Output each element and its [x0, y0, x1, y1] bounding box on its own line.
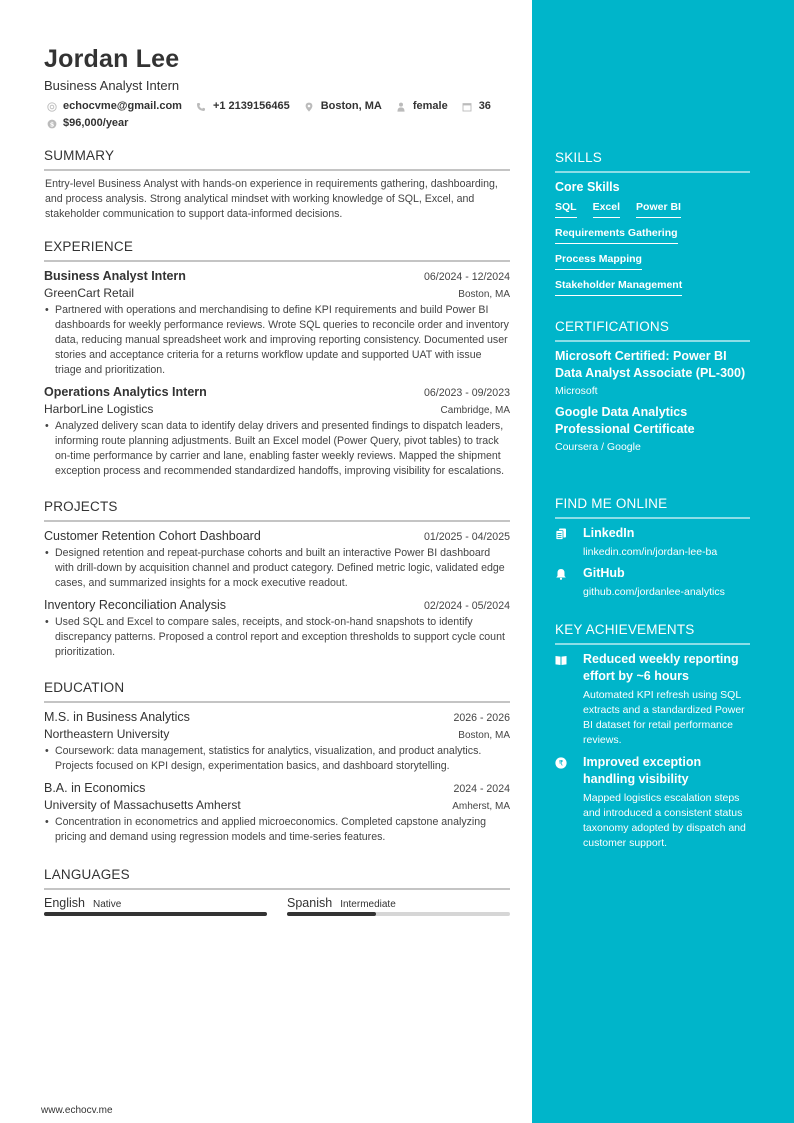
location-value: Boston, MA [320, 100, 382, 112]
bullet-item [44, 744, 510, 774]
school-name: University of Massachusetts Amherst [44, 798, 241, 812]
person-icon [396, 101, 407, 112]
rupee-coin-icon [555, 754, 583, 851]
bullet-dot-icon: • [45, 745, 49, 757]
at-icon [46, 101, 57, 112]
section-title: SUMMARY [44, 148, 510, 171]
skill-chip: Excel [593, 197, 620, 218]
language-name: Spanish [287, 896, 333, 910]
section-title: SKILLS [555, 150, 750, 173]
skill-list [555, 197, 750, 301]
section-title: FIND ME ONLINE [555, 496, 750, 519]
language-level: Intermediate [340, 899, 396, 910]
language-proficiency-bar [287, 912, 510, 916]
experience-entry [44, 384, 510, 479]
contact-location [302, 99, 382, 114]
online-url[interactable]: linkedin.com/in/jordan-lee-ba [583, 546, 718, 558]
candidate-title: Business Analyst Intern [44, 78, 180, 93]
skill-group-title: Core Skills [555, 180, 620, 194]
education-entry [44, 709, 510, 774]
degree-name: M.S. in Business Analytics [44, 710, 190, 724]
section-title: CERTIFICATIONS [555, 319, 750, 342]
education-dates: 2024 - 2024 [453, 783, 510, 795]
skills-section [555, 150, 750, 301]
online-profile-github[interactable] [555, 565, 750, 599]
bullet-item [44, 303, 510, 378]
location-pin-icon [304, 101, 315, 112]
school-location: Boston, MA [458, 730, 510, 741]
bullet-text: Used SQL and Excel to compare sales, receipts, and stock-on-hand snapshots to identify discrepancy patterns. Proposed a control report and exception thresholds to support cycle count prioritization. [55, 616, 505, 658]
skill-chip: Power BI [636, 197, 681, 218]
project-dates: 02/2024 - 05/2024 [423, 600, 510, 612]
language-item [287, 896, 510, 916]
section-title: EDUCATION [44, 680, 510, 703]
contact-info [44, 99, 514, 131]
certification-item [555, 348, 750, 398]
skill-chip: Requirements Gathering [555, 223, 678, 244]
bullet-item [44, 615, 510, 660]
achievement-description: Mapped logistics escalation steps and introduced a consistent status taxonomy adopted by dispatch and customer support. [583, 792, 746, 849]
job-dates: 06/2024 - 12/2024 [423, 271, 510, 283]
education-section [44, 680, 510, 845]
calendar-icon [462, 101, 473, 112]
contact-phone[interactable] [194, 99, 290, 114]
summary-section [44, 148, 510, 222]
gender-value: female [412, 100, 448, 112]
achievement-item [555, 754, 750, 851]
achievement-title: Reduced weekly reporting effort by ~6 hours [583, 652, 739, 683]
language-name: English [44, 896, 85, 910]
bullet-dot-icon: • [45, 547, 49, 559]
certification-name: Google Data Analytics Professional Certificate [555, 405, 695, 436]
school-location: Amherst, MA [452, 801, 510, 812]
job-dates: 06/2023 - 09/2023 [423, 387, 510, 399]
bullet-text: Analyzed delivery scan data to identify delay drivers and presented findings to dispatch leaders, informing route planning adjustments. Built an Excel model (Power Query, pivot tables) to track on-time performance by carrier and lane, enabling faster weekly reviews. Mapped the shipment exception process and recommended standardized handoffs, improving visibility for escalations. [55, 420, 505, 477]
main-column [44, 44, 510, 916]
contact-age [460, 99, 491, 114]
online-url[interactable]: github.com/jordanlee-analytics [583, 586, 725, 598]
achievement-description: Automated KPI refresh using SQL extracts and a standardized Power BI dataset for retail performance reviews. [583, 689, 745, 746]
certification-item [555, 404, 750, 454]
job-location: Boston, MA [458, 289, 510, 300]
language-proficiency-bar [44, 912, 267, 916]
job-role: Operations Analytics Intern [44, 385, 207, 399]
bullet-item [44, 815, 510, 845]
experience-section [44, 239, 510, 479]
section-title: PROJECTS [44, 499, 510, 522]
bullet-item [44, 546, 510, 591]
certification-issuer: Microsoft [555, 385, 598, 397]
project-dates: 01/2025 - 04/2025 [423, 531, 510, 543]
education-dates: 2026 - 2026 [453, 712, 510, 724]
summary-text: Entry-level Business Analyst with hands-on experience in requirements gathering, dashboarding, and process analysis. Strong analytical mindset with working knowledge of SQL, Excel, and stakeholder communication to support data-informed decisions. [45, 178, 498, 220]
candidate-name: Jordan Lee [44, 45, 180, 73]
age-value: 36 [478, 100, 491, 112]
project-entry [44, 597, 510, 660]
skill-chip: SQL [555, 197, 577, 218]
bullet-dot-icon: • [45, 420, 49, 432]
dollar-coin-icon [46, 118, 57, 129]
experience-entry [44, 268, 510, 378]
job-location: Cambridge, MA [440, 405, 510, 416]
company-name: GreenCart Retail [44, 286, 135, 300]
education-entry [44, 780, 510, 845]
skill-chip: Stakeholder Management [555, 275, 682, 296]
degree-name: B.A. in Economics [44, 781, 146, 795]
school-name: Northeastern University [44, 727, 170, 741]
project-entry [44, 528, 510, 591]
email-value: echocvme@gmail.com [63, 100, 182, 112]
bullet-text: Designed retention and repeat-purchase cohorts and built an interactive Power BI dashboard with drill-down by acquisition channel and product category. Defined metric logic, validated edge cases, and summarized insights for a mock executive readout. [55, 547, 505, 589]
certification-issuer: Coursera / Google [555, 441, 641, 453]
language-proficiency-fill [287, 912, 376, 916]
job-role: Business Analyst Intern [44, 269, 186, 283]
contact-salary [44, 116, 128, 131]
online-label: LinkedIn [583, 526, 635, 540]
bullet-dot-icon: • [45, 616, 49, 628]
bullet-dot-icon: • [45, 816, 49, 828]
project-name: Inventory Reconciliation Analysis [44, 598, 227, 612]
phone-icon [196, 101, 207, 112]
achievement-title: Improved exception handling visibility [583, 755, 702, 786]
book-icon [555, 651, 583, 748]
language-level: Native [93, 899, 122, 910]
svg-text:$: $ [49, 119, 54, 128]
projects-section [44, 499, 510, 660]
clipboard-icon [555, 525, 583, 559]
footer-link[interactable]: www.echocv.me [41, 1105, 113, 1116]
svg-text:₹: ₹ [558, 758, 564, 768]
online-profile-linkedin[interactable] [555, 525, 750, 559]
language-proficiency-fill [44, 912, 267, 916]
section-title: LANGUAGES [44, 867, 510, 890]
achievement-item [555, 651, 750, 748]
project-name: Customer Retention Cohort Dashboard [44, 529, 261, 543]
certification-name: Microsoft Certified: Power BI Data Analyst Associate (PL-300) [555, 349, 746, 380]
online-label: GitHub [583, 566, 625, 580]
skill-chip: Process Mapping [555, 249, 642, 270]
bullet-text: Concentration in econometrics and applied microeconomics. Completed capstone analyzing pricing and demand using regression models and time-series features. [55, 816, 487, 843]
bullet-item [44, 419, 510, 479]
languages-section [44, 867, 510, 916]
achievements-section [555, 622, 750, 851]
bell-icon [555, 565, 583, 599]
company-name: HarborLine Logistics [44, 402, 154, 416]
language-item [44, 896, 267, 916]
online-section [555, 496, 750, 599]
bullet-dot-icon: • [45, 304, 49, 316]
bullet-text: Coursework: data management, statistics for analytics, visualization, and product analytics. Projects focused on KPI design, experimentation basics, and dashboard storytelling. [55, 745, 482, 772]
contact-email[interactable] [44, 99, 182, 114]
salary-value: $96,000/year [63, 117, 129, 129]
phone-value: +1 2139156465 [212, 100, 290, 112]
contact-gender [394, 99, 448, 114]
certifications-section [555, 319, 750, 454]
section-title: EXPERIENCE [44, 239, 510, 262]
bullet-text: Partnered with operations and merchandising to define KPI requirements and build Power BI dashboards for weekly performance reviews. Wrote SQL queries to reconcile order and inventory data, reducing manual spreadsheet work and improving reporting consistency. Documented user stories and acceptance criteria for a returns workflow update and supported UAT with issue triage and prioritization. [55, 304, 509, 376]
section-title: KEY ACHIEVEMENTS [555, 622, 750, 645]
